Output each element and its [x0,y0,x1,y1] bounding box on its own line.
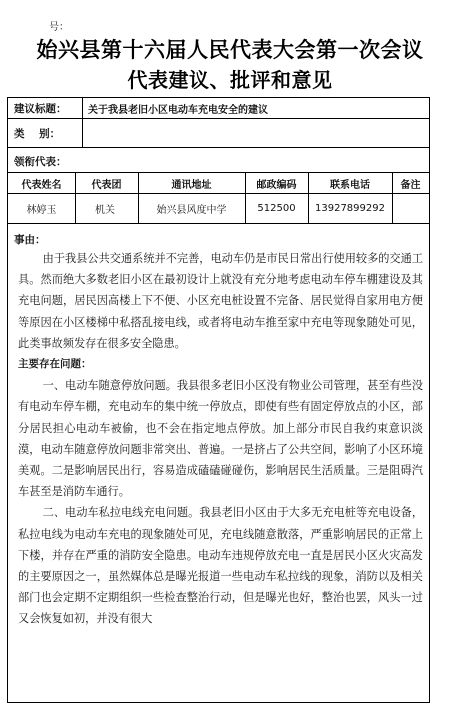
category-label: 类 别： [14,127,61,140]
issue-paragraph-1: 一、电动车随意停放问题。我县很多老旧小区没有物业公司管理，甚至有些没有电动车停车棚，充电动车的集中统一停放点，即使有些有固定停放点的小区，部分居民担心电动车被偷，也不会在指定地点停放。加上部分市民自我约束意识淡漠，电动车随意停放问题非常突出、普遍。一是挤占了公共空间，影响了小区环境美观。二是影响居民出行，容易造成磕磕碰碰伤，影响居民生活质量。三是阻碍汽车甚至是消防车通行。 [18,379,424,499]
category-row [8,119,429,148]
table-row [8,194,429,224]
document-title-line1: 始兴县第十六届人民代表大会第一次会议 [36,38,424,62]
document-number-label: 号： [49,22,69,33]
cell-remarks [392,194,429,223]
reason-label: 事由： [14,234,46,246]
category-value [82,119,429,147]
document-title-line2: 代表建议、批评和意见 [127,68,333,92]
header-delegation: 代表团 [91,179,122,191]
cell-name: 林婷玉 [26,205,57,216]
header-name: 代表姓名 [21,179,62,191]
header-phone: 联系电话 [330,179,370,191]
header-address: 通讯地址 [171,179,212,191]
cell-phone: 13927899292 [315,203,385,214]
issue-paragraph-2: 二、电动车私拉电线充电问题。我县老旧小区由于大多无充电桩等充电设备，私拉电线为电动车充电的现象随处可见，充电线随意散落，严重影响居民的正常上下楼，并存在严重的消防安全隐患。电动车违规停放充电一直是居民小区火灾高发的主要原因之一，虽然媒体总是曝光报道一些电动车私拉线的现象，消防以及相关部门也会定期不定期组织一些检查整治行动，但是曝光也好，整治也罢，风头一过又会恢复如初，并没有很大 [18,506,424,626]
cell-delegation: 机关 [95,205,115,216]
header-postcode: 邮政编码 [256,179,297,191]
cell-address: 始兴县风度中学 [156,205,227,216]
issues-heading: 主要存在问题： [18,358,92,371]
subject-row [8,98,429,119]
subject-value: 关于我县老旧小区电动车充电安全的建议 [88,104,268,116]
subject-label: 建议标题： [14,102,67,115]
lead-label-row [8,148,429,173]
lead-label: 领衔代表： [14,156,67,168]
header-remarks: 备注 [400,179,421,191]
intro-paragraph: 由于我县公共交通系统并不完善，电动车仍是市民日常出行使用较多的交通工具。然而绝大多数老旧小区在最初设计上就没有充分地考虑电动车停车棚建设及其充电问题，居民因高楼上下不便、小区充电桩设置不完备、居民觉得自家用电方便等原因在小区楼梯中私搭乱接电线，或者将电动车推至家中充电等现象随处可见，此类事故频发存在很多安全隐患。 [18,252,424,350]
reason-body [18,248,423,630]
table-header-row [8,173,429,194]
cell-postcode: 512500 [257,203,296,214]
proposal-form [7,97,430,703]
